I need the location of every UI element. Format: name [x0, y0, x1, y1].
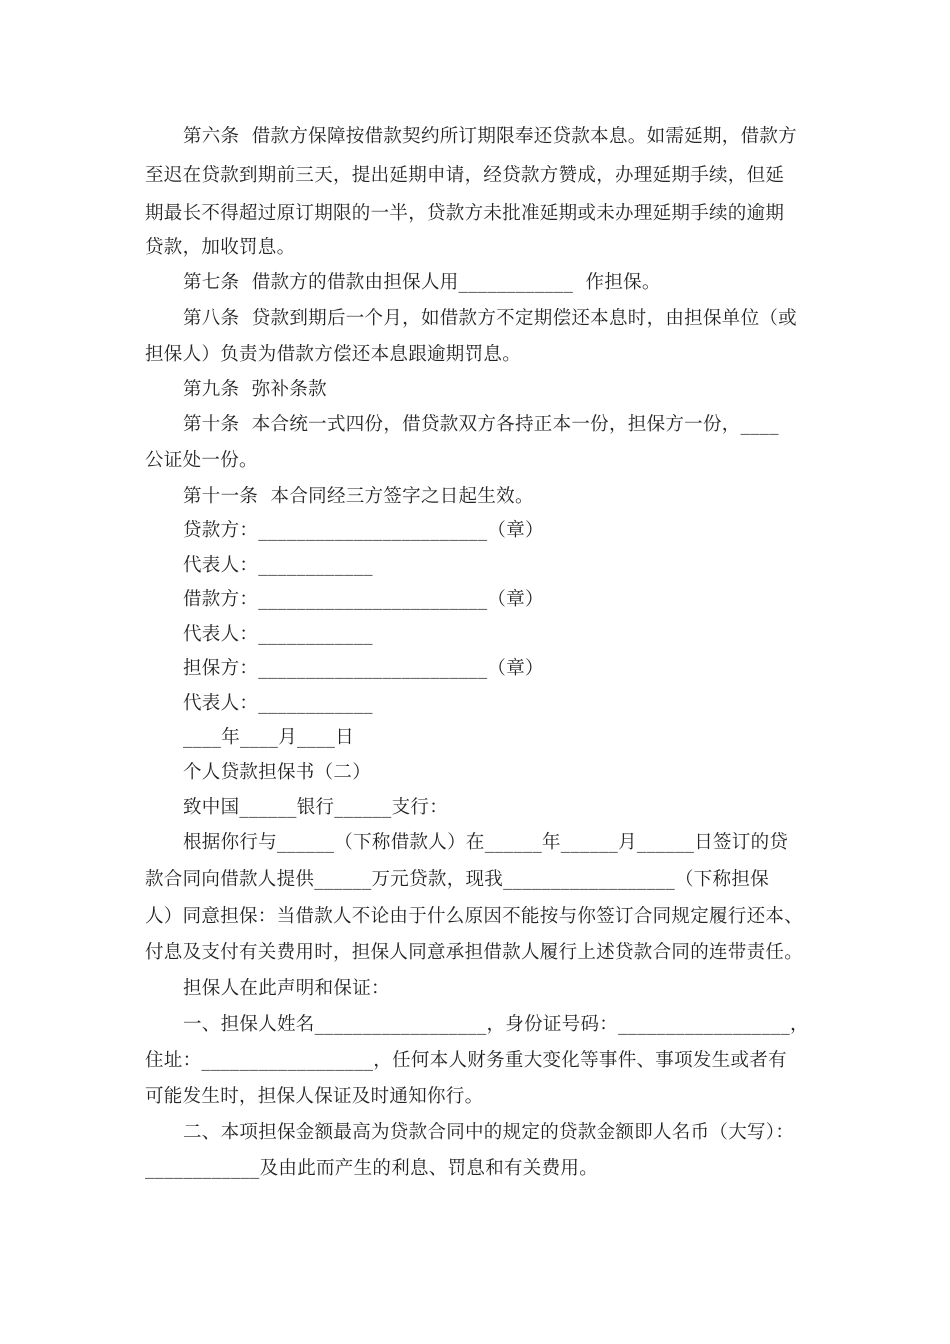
guarantee-body-line-2: 款合同向借款人提供______万元贷款，现我__________________（下称担保 [145, 869, 770, 890]
clause-1-line-1: 一、担保人姓名__________________，身份证号码：__________________， [183, 1014, 809, 1035]
article-8-line-2: 担保人）负责为借款方偿还本息跟逾期罚息。 [145, 344, 522, 365]
guarantor-signature-line: 担保方：________________________（章） [183, 658, 544, 679]
clause-1-line-2: 住址：__________________，任何本人财务重大变化等事件、事项发生或者有 [145, 1050, 787, 1071]
lender-representative-line: 代表人：____________ [183, 555, 373, 576]
article-7: 第七条 借款方的借款由担保人用____________ 作担保。 [183, 272, 661, 293]
borrower-signature-line: 借款方：________________________（章） [183, 589, 544, 610]
article-11: 第十一条 本合同经三方签字之日起生效。 [183, 486, 534, 507]
guarantee-body-line-3: 人）同意担保：当借款人不论由于什么原因不能按与你签订合同规定履行还本、 [145, 906, 804, 927]
declaration-heading: 担保人在此声明和保证： [183, 978, 390, 999]
article-8-line-1: 第八条 贷款到期后一个月，如借款方不定期偿还本息时，由担保单位（或 [183, 308, 797, 329]
clause-2-line-1: 二、本项担保金额最高为贷款合同中的规定的贷款金额即人名币（大写）： [183, 1122, 795, 1143]
article-10-line-2: 公证处一份。 [145, 450, 258, 471]
guarantee-body-line-4: 付息及支付有关费用时，担保人同意承担借款人履行上述贷款合同的连带责任。 [145, 942, 804, 963]
article-6-line-1: 第六条 借款方保障按借款契约所订期限奉还贷款本息。如需延期，借款方 [183, 126, 797, 147]
article-9: 第九条 弥补条款 [183, 379, 327, 400]
article-6-line-2: 至迟在贷款到期前三天，提出延期申请，经贷款方赞成，办理延期手续，但延 [145, 165, 785, 186]
guarantee-body-line-1: 根据你行与______（下称借款人）在______年______月______日签订的贷 [183, 832, 789, 853]
addressee-line: 致中国______银行______支行： [183, 797, 449, 818]
guarantor-representative-line: 代表人：____________ [183, 693, 373, 714]
date-line: ____年____月____日 [183, 727, 355, 748]
clause-1-line-3: 可能发生时，担保人保证及时通知你行。 [145, 1086, 484, 1107]
article-6-line-4: 贷款，加收罚息。 [145, 237, 296, 258]
article-10-line-1: 第十条 本合统一式四份，借贷款双方各持正本一份，担保方一份，____ [183, 414, 779, 435]
lender-signature-line: 贷款方：________________________（章） [183, 520, 544, 541]
article-6-line-3: 期最长不得超过原订期限的一半，贷款方未批准延期或未办理延期手续的逾期 [145, 203, 785, 224]
clause-2-line-2: ____________及由此而产生的利息、罚息和有关费用。 [145, 1158, 599, 1179]
section-title: 个人贷款担保书（二） [183, 762, 372, 783]
borrower-representative-line: 代表人：____________ [183, 624, 373, 645]
